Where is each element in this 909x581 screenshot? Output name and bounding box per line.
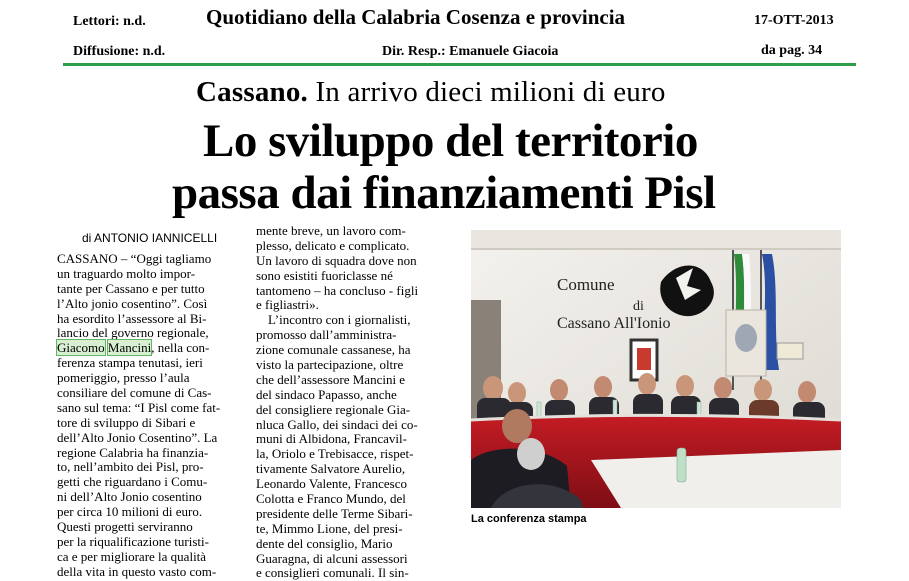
text-line: lancio del governo regionale, (57, 325, 209, 341)
text-line: la, Oriolo e Trebisacce, rispet- (256, 446, 414, 462)
press-conference-photo (471, 230, 841, 508)
article-kicker (196, 76, 666, 109)
text-line: per la riqualificazione turisti- (57, 533, 209, 549)
text-line: ferenza stampa tenutasi, ieri (57, 355, 203, 371)
text-line: della vita in questo vasto com- (57, 563, 217, 579)
sign-text-di: di (633, 299, 644, 314)
sign-text-comune: Comune (557, 275, 615, 294)
text-line: to, nell’ambito dei Pisl, pro- (57, 459, 204, 475)
text-line: tante per Cassano e per tutto (57, 280, 205, 296)
text-line: getti che riguardano i Comu- (57, 474, 208, 490)
text-line: del consigliere regionale Gia- (256, 401, 411, 417)
text-line: consiliare del comune di Cas- (57, 385, 212, 401)
text-line: e figliastri». (256, 297, 319, 313)
text-line: del sindaco Papasso, anche (256, 386, 397, 402)
newspaper-title: Quotidiano della Calabria Cosenza e provincia (206, 5, 626, 29)
highlighted-name: Mancini (107, 340, 152, 356)
sign-text-cassano: Cassano All'Ionio (557, 315, 671, 332)
text-line: per circa 10 milioni di euro. (57, 504, 203, 520)
text-line: te, Mimmo Lione, del presi- (256, 520, 403, 536)
text-line: tore di sviluppo di Sibari e (57, 414, 196, 430)
kicker-place: Cassano. (196, 76, 308, 108)
editor-label: Dir. Resp.: Emanuele Giacoia (382, 44, 559, 59)
headline-line-2: passa dai finanziamenti Pisl (172, 167, 716, 219)
text-line: ni dell’Alto Jonio cosentino (57, 489, 202, 505)
text-line: CASSANO – “Oggi tagliamo (57, 251, 212, 266)
text-line: Un lavoro di squadra dove non (256, 252, 417, 268)
text-line: presidente delle Terme Sibari- (256, 505, 413, 521)
header-divider (63, 63, 856, 66)
text-line: tantomeno – ha concluso - figli (256, 282, 419, 298)
text-line: plesso, delicato e complicato. (256, 237, 410, 253)
text-line: visto la partecipazione, oltre (256, 357, 404, 373)
text-line: Questi progetti serviranno (57, 519, 193, 535)
circulation-label: Diffusione: n.d. (73, 44, 166, 59)
article-column-2 (256, 224, 448, 581)
text-line: sono esistiti fuoriclasse né (256, 267, 393, 283)
highlighted-name: Giacomo (57, 340, 105, 356)
readers-label: Lettori: n.d. (73, 14, 146, 29)
text-fragment: , nella con- (151, 340, 210, 356)
text-line: Colotta e Franco Mundo, del (256, 491, 406, 507)
text-line: mente breve, un lavoro com- (256, 223, 406, 238)
text-line: Guaragna, di alcuni assessori (256, 550, 408, 566)
text-line: che dell’assessore Mancini e (256, 371, 406, 387)
text-line: ha esordito l’assessore al Bi- (57, 310, 207, 326)
text-line (57, 341, 235, 356)
page-reference: da pag. 34 (761, 43, 823, 58)
photo-caption: La conferenza stampa (471, 513, 587, 525)
text-line: l’Alto jonio cosentino”. Così (57, 295, 208, 311)
kicker-text: In arrivo dieci milioni di euro (308, 76, 666, 108)
text-line: regione Calabria ha finanzia- (57, 444, 209, 460)
text-line: pomeriggio, presso l’aula (57, 370, 190, 386)
publication-date: 17-OTT-2013 (754, 13, 834, 28)
article-column-1 (57, 252, 235, 580)
text-line: promosso dall’amministra- (256, 327, 397, 343)
text-line: zione comunale cassanese, ha (256, 342, 411, 358)
headline-line-1: Lo sviluppo del territorio (203, 115, 698, 167)
text-line: tivamente Salvatore Aurelio, (256, 461, 406, 477)
article-byline: di ANTONIO IANNICELLI (82, 231, 218, 245)
text-line: dente del consiglio, Mario (256, 535, 393, 551)
text-line: sano sul tema: “I Pisl come fat- (57, 399, 221, 415)
text-line: muni di Albidona, Francavil- (256, 431, 407, 447)
text-line: e consiglieri comunali. Il sin- (256, 565, 409, 581)
text-line: ca e per migliorare la qualità (57, 548, 207, 564)
text-line: dell’Alto Jonio Cosentino”. La (57, 429, 218, 445)
text-line: un traguardo molto impor- (57, 265, 196, 281)
text-line: Leonardo Valente, Francesco (256, 476, 408, 492)
text-line: nluca Gallo, dei sindaci dei co- (256, 416, 418, 432)
text-line: L’incontro con i giornalisti, (268, 312, 411, 328)
